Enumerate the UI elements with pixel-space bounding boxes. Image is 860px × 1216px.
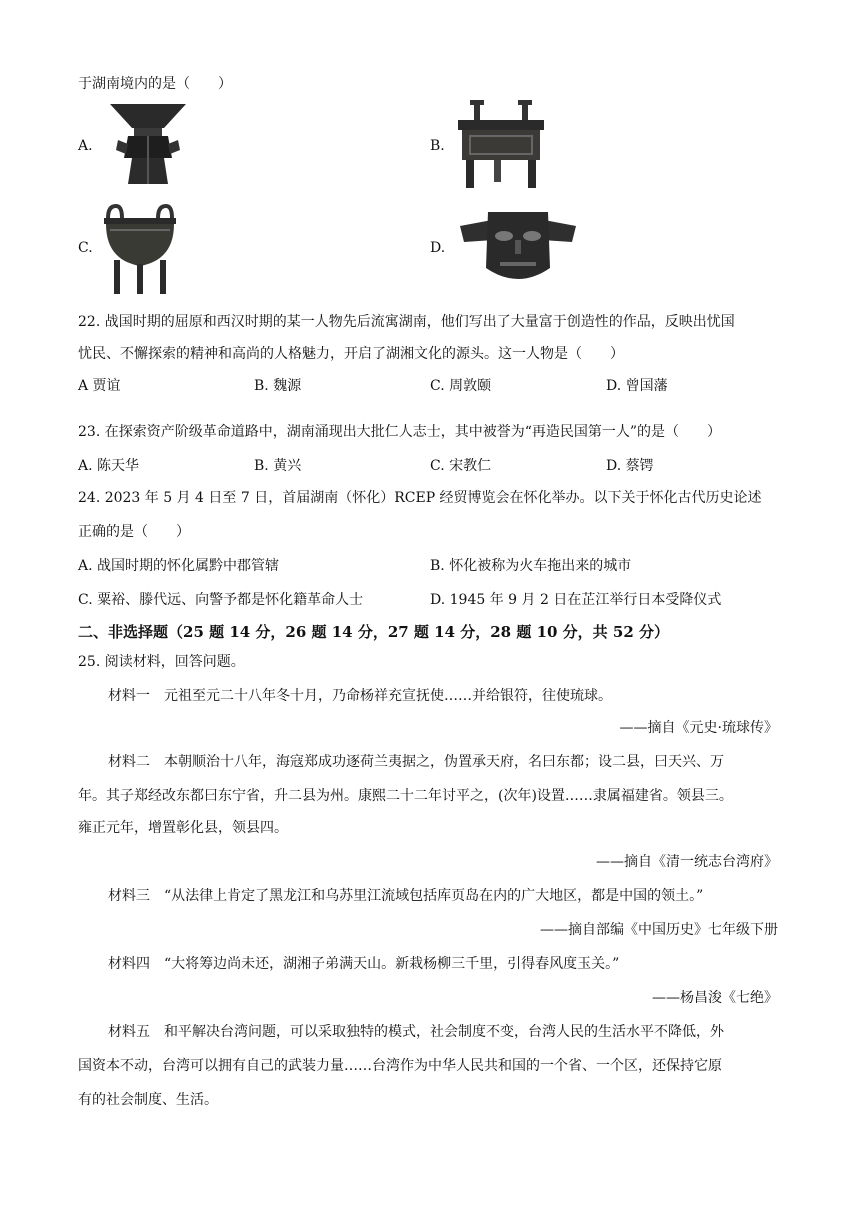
- q24-stem-line2: 正确的是（ ）: [78, 524, 190, 540]
- q22-stem-line2: 忧民、不懈探索的精神和高尚的人格魅力，开启了湖湘文化的源头。这一人物是（ ）: [78, 346, 624, 362]
- material3-source: ——摘自部编《中国历史》七年级下册: [540, 922, 778, 938]
- q22-option-a[interactable]: A 贾谊: [78, 378, 121, 394]
- q25-stem: 25. 阅读材料，回答问题。: [78, 654, 245, 670]
- q24-stem-line1: 24. 2023 年 5 月 4 日至 7 日，首届湖南（怀化）RCEP 经贸博览会在怀化举办。以下关于怀化古代历史论述: [78, 490, 762, 506]
- q21-option-c-label[interactable]: C.: [78, 240, 93, 256]
- q22-stem-line1: 22. 战国时期的屈原和西汉时期的某一人物先后流寓湖南，他们写出了大量富于创造性的作品，反映出忧国: [78, 314, 735, 330]
- q21-stem-tail: 于湖南境内的是（ ）: [78, 76, 232, 92]
- q22-option-c[interactable]: C. 周敦颐: [430, 378, 492, 394]
- q23-option-d[interactable]: D. 蔡锷: [606, 458, 654, 474]
- material1: 材料一 元祖至元二十八年冬十月，乃命杨祥充宣抚使……并给银符，往使琉球。: [108, 688, 612, 704]
- material5-line3: 有的社会制度、生活。: [78, 1092, 218, 1108]
- q21-option-d-label[interactable]: D.: [430, 240, 446, 256]
- q21-option-a-label[interactable]: A.: [78, 138, 93, 154]
- material1-source: ——摘自《元史·琉球传》: [619, 720, 778, 736]
- q21-option-b-label[interactable]: B.: [430, 138, 445, 154]
- section2-heading: 二、非选择题（25 题 14 分，26 题 14 分，27 题 14 分，28 题 10 分，共 52 分）: [78, 623, 669, 641]
- material2-source: ——摘自《清一统志台湾府》: [596, 854, 778, 870]
- q23-option-a[interactable]: A. 陈天华: [78, 458, 140, 474]
- bronze-round-ding-icon: [100, 204, 180, 296]
- material3: 材料三 “从法律上肯定了黑龙江和乌苏里江流域包括库页岛在内的广大地区，都是中国的领土。”: [108, 888, 704, 904]
- q22-option-d[interactable]: D. 曾国藩: [606, 378, 668, 394]
- q24-option-b[interactable]: B. 怀化被称为火车拖出来的城市: [430, 558, 632, 574]
- q22-option-b[interactable]: B. 魏源: [254, 378, 302, 394]
- q24-option-c[interactable]: C. 粟裕、滕代远、向警予都是怀化籍革命人士: [78, 592, 364, 608]
- bronze-mask-icon: [458, 206, 578, 290]
- material2-line3: 雍正元年，增置彰化县，领县四。: [78, 820, 288, 836]
- material5-line2: 国资本不动，台湾可以拥有自己的武装力量……台湾作为中华人民共和国的一个省、一个区，还保持它原: [78, 1058, 722, 1074]
- q24-option-a[interactable]: A. 战国时期的怀化属黔中郡管辖: [78, 558, 280, 574]
- q23-option-b[interactable]: B. 黄兴: [254, 458, 302, 474]
- material5-line1: 材料五 和平解决台湾问题，可以采取独特的模式，社会制度不变，台湾人民的生活水平不降低，外: [108, 1024, 724, 1040]
- material2-line2: 年。其子郑经改东都曰东宁省，升二县为州。康熙二十二年讨平之，(次年)设置……隶属福建省。领县三。: [78, 788, 733, 804]
- q23-stem: 23. 在探索资产阶级革命道路中，湖南涌现出大批仁人志士，其中被誉为“再造民国第一人”的是（ ）: [78, 424, 722, 440]
- q23-option-c[interactable]: C. 宋教仁: [430, 458, 492, 474]
- bronze-zun-vessel-icon: [108, 100, 188, 188]
- bronze-square-ding-icon: [456, 98, 546, 190]
- material4-source: ——杨昌浚《七绝》: [652, 990, 778, 1006]
- material4: 材料四 “大将筹边尚未还，湖湘子弟满天山。新栽杨柳三千里，引得春风度玉关。”: [108, 956, 620, 972]
- q24-option-d[interactable]: D. 1945 年 9 月 2 日在芷江举行日本受降仪式: [430, 592, 722, 608]
- material2-line1: 材料二 本朝顺治十八年，海寇郑成功逐荷兰夷据之，伪置承天府，名曰东都；设二县，曰天兴、万: [108, 754, 724, 770]
